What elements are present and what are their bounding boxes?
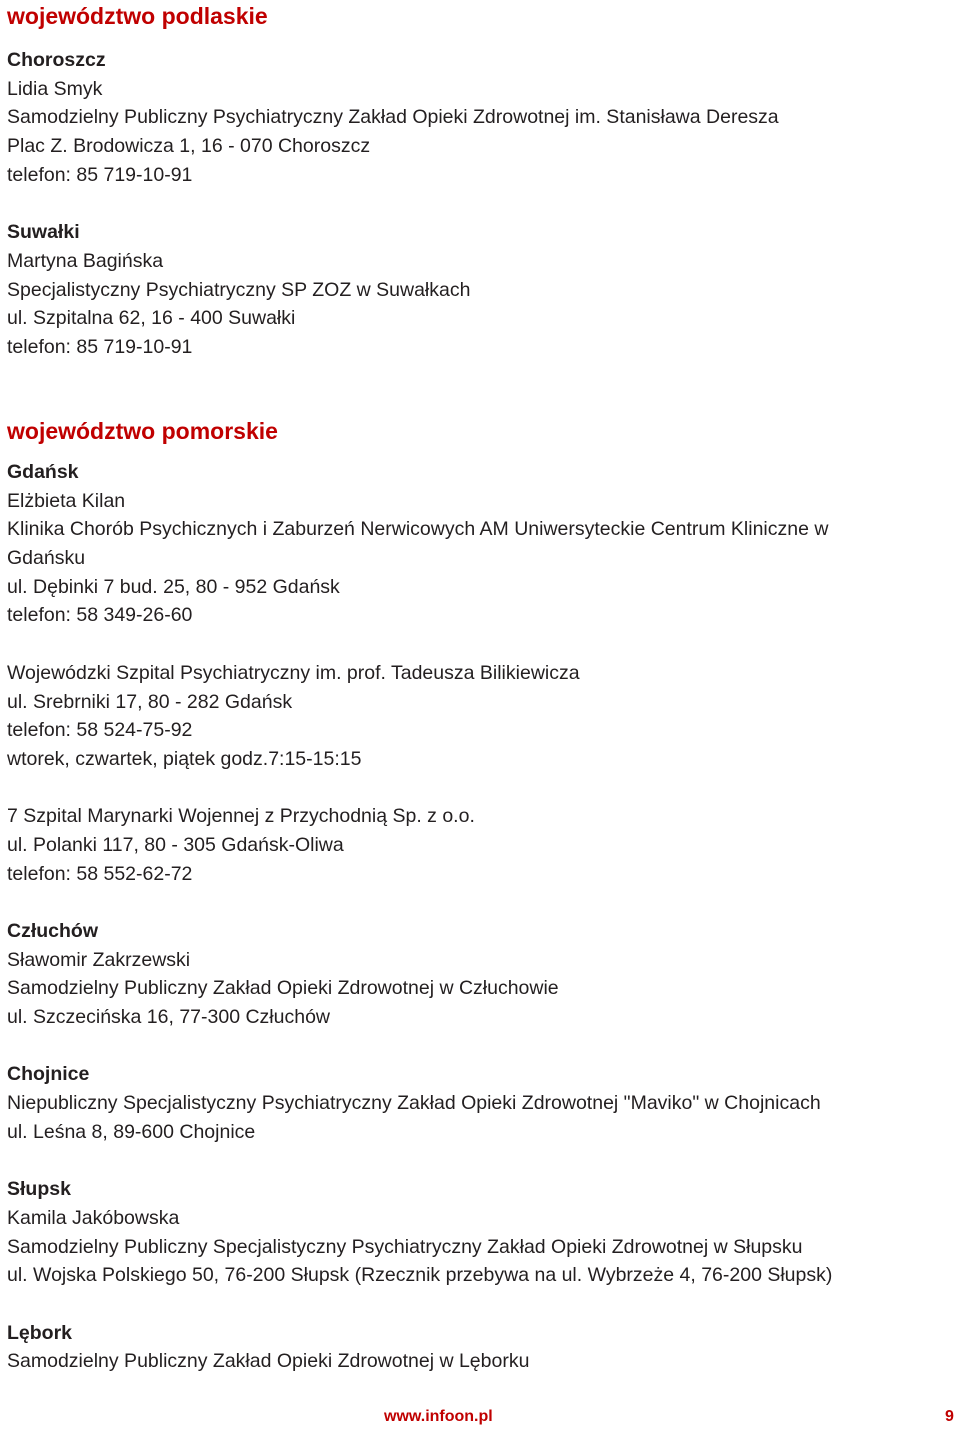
city-heading: Lębork	[7, 1321, 73, 1344]
city-heading: Człuchów	[7, 920, 98, 942]
entry-line: ul. Szpitalna 62, 16 - 400 Suwałki	[7, 307, 296, 330]
city-heading: Suwałki	[7, 221, 80, 244]
entry-line: telefon: 85 719-10-91	[7, 335, 193, 358]
spacer	[7, 630, 832, 659]
entry-line: Samodzielny Publiczny Zakład Opieki Zdrowotnej w Lęborku	[7, 1350, 530, 1373]
entry-line: Klinika Chorób Psychicznych i Zaburzeń Nerwicowych AM Uniwersyteckie Centrum Kliniczne w	[7, 518, 829, 541]
entry-line: Samodzielny Publiczny Psychiatryczny Zakład Opieki Zdrowotnej im. Stanisława Deresza	[7, 106, 779, 129]
region-podlaskie	[7, 1, 779, 362]
entry-line: Plac Z. Brodowicza 1, 16 - 070 Choroszcz	[7, 135, 371, 158]
page-footer	[0, 1408, 960, 1432]
entry-line: Specjalistyczny Psychiatryczny SP ZOZ w Suwałkach	[7, 278, 471, 301]
region-title: województwo pomorskie	[7, 418, 278, 444]
entry-line: Lidia Smyk	[7, 77, 103, 100]
entry-line: Sławomir Zakrzewski	[7, 948, 191, 971]
entry-line: Gdańsku	[7, 547, 86, 570]
footer-website-link[interactable]: www.infoon.pl	[384, 1408, 493, 1425]
entry-line: wtorek, czwartek, piątek godz.7:15-15:15	[7, 747, 362, 770]
entry-line: Samodzielny Publiczny Specjalistyczny Psychiatryczny Zakład Opieki Zdrowotnej w Słupsku	[7, 1235, 803, 1258]
spacer	[7, 888, 832, 917]
entry-line: telefon: 58 524-75-92	[7, 719, 193, 742]
city-heading: Chojnice	[7, 1063, 90, 1086]
entry-line: Kamila Jakóbowska	[7, 1206, 180, 1229]
spacer	[7, 1032, 832, 1061]
entry-line: telefon: 58 349-26-60	[7, 604, 193, 627]
region-entries	[7, 46, 779, 362]
city-heading: Słupsk	[7, 1178, 71, 1201]
entry-line: Niepubliczny Specjalistyczny Psychiatryczny Zakład Opieki Zdrowotnej "Maviko" w Chojnicach	[7, 1092, 821, 1115]
region-pomorskie	[7, 416, 832, 1376]
page-number: 9	[945, 1408, 954, 1425]
city-heading: Gdańsk	[7, 461, 79, 483]
spacer	[7, 1290, 832, 1319]
entry-line: telefon: 58 552-62-72	[7, 862, 193, 885]
entry-line: Martyna Bagińska	[7, 249, 164, 272]
entry-line: Samodzielny Publiczny Zakład Opieki Zdrowotnej w Człuchowie	[7, 977, 559, 1000]
entry-line: ul. Leśna 8, 89-600 Chojnice	[7, 1120, 256, 1143]
region-entries	[7, 458, 832, 1376]
entry-line: ul. Srebrniki 17, 80 - 282 Gdańsk	[7, 690, 293, 713]
entry-line: Wojewódzki Szpital Psychiatryczny im. prof. Tadeusza Bilikiewicza	[7, 661, 580, 684]
entry-line: Elżbieta Kilan	[7, 489, 126, 512]
region-title: województwo podlaskie	[7, 3, 268, 29]
city-heading: Choroszcz	[7, 49, 106, 71]
entry-line: 7 Szpital Marynarki Wojennej z Przychodnią Sp. z o.o.	[7, 805, 475, 828]
spacer	[7, 189, 779, 218]
entry-line: ul. Szczecińska 16, 77-300 Człuchów	[7, 1006, 330, 1029]
spacer	[7, 774, 832, 803]
entry-line: ul. Polanki 117, 80 - 305 Gdańsk-Oliwa	[7, 833, 344, 856]
entry-line: ul. Dębinki 7 bud. 25, 80 - 952 Gdańsk	[7, 575, 340, 598]
spacer	[7, 1147, 832, 1176]
entry-line: telefon: 85 719-10-91	[7, 163, 193, 186]
entry-line: ul. Wojska Polskiego 50, 76-200 Słupsk (Rzecznik przebywa na ul. Wybrzeże 4, 76-200 Słupsk)	[7, 1264, 833, 1287]
